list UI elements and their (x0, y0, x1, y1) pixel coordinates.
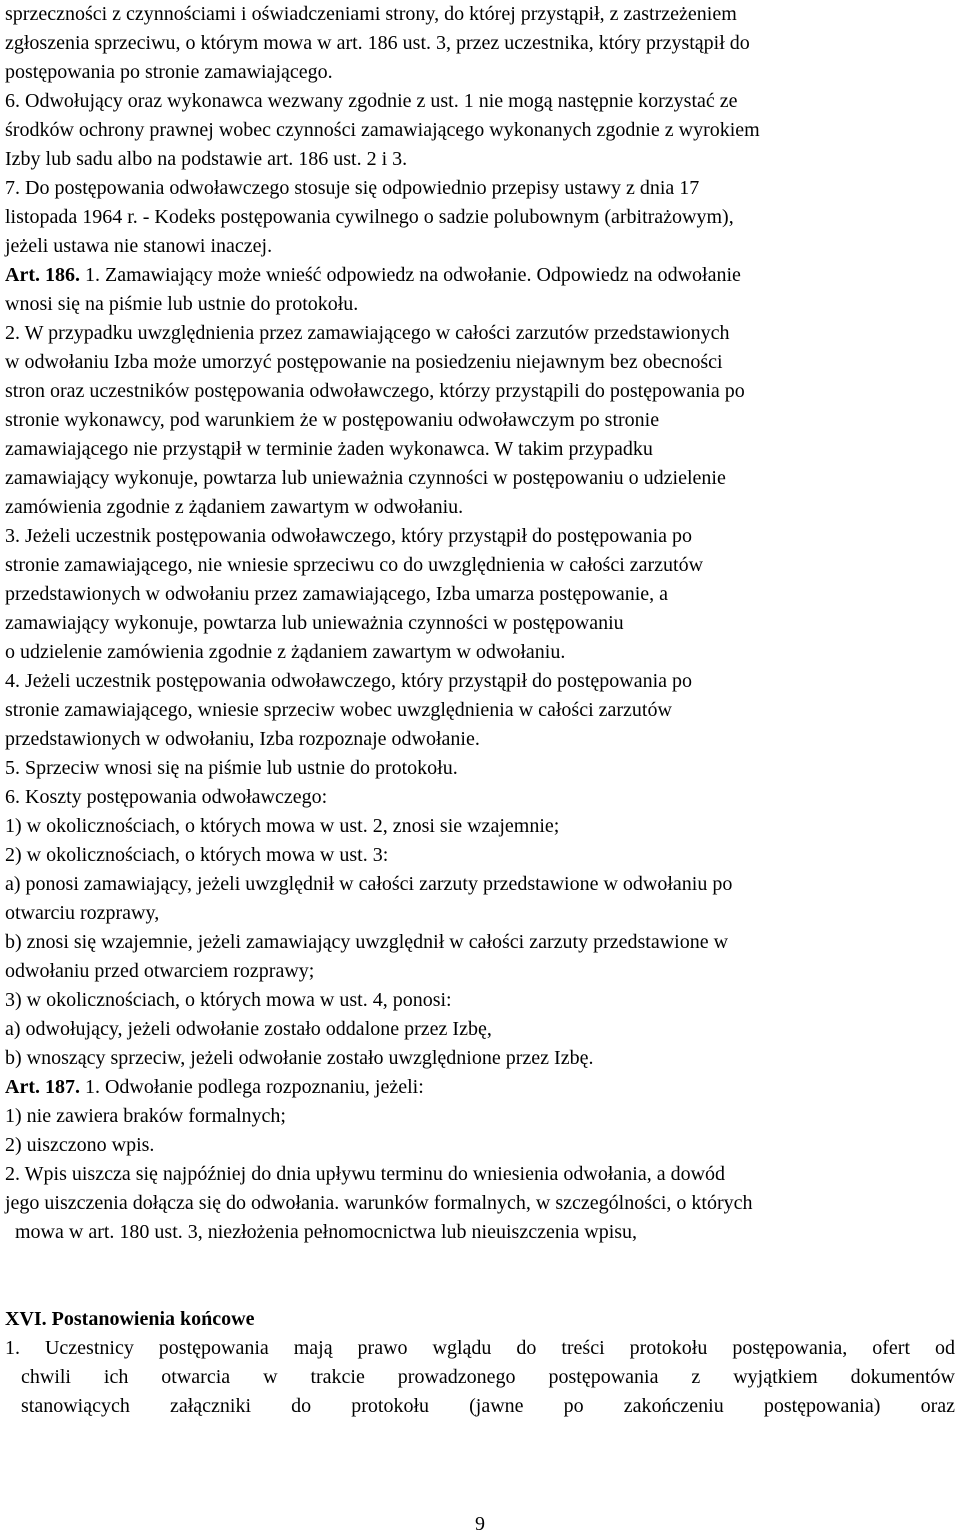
text-line: stronie wykonawcy, pod warunkiem że w postępowaniu odwoławczym po stronie (5, 409, 660, 431)
text-line: jeżeli ustawa nie stanowi inaczej. (5, 235, 273, 257)
text-line: chwili ich otwarcia w trakcie prowadzonego postępowania z wyjątkiem dokumentów (21, 1366, 955, 1388)
text-line: przedstawionych w odwołaniu, Izba rozpoznaje odwołanie. (5, 728, 480, 750)
text-line: w odwołaniu Izba może umorzyć postępowanie na posiedzeniu niejawnym bez obecności (5, 351, 723, 373)
text-line: 2. Wpis uiszcza się najpóźniej do dnia upływu terminu do wniesienia odwołania, a dowód (5, 1163, 726, 1185)
article-186-label: Art. 186. (5, 264, 80, 286)
text-line: 6. Koszty postępowania odwoławczego: (5, 786, 328, 808)
text-line: przedstawionych w odwołaniu przez zamawiającego, Izba umarza postępowanie, a (5, 583, 669, 605)
text-line: mowa w art. 180 ust. 3, niezłożenia pełnomocnictwa lub nieuiszczenia wpisu, (5, 1221, 638, 1243)
text-line: a) odwołujący, jeżeli odwołanie zostało oddalone przez Izbę, (5, 1018, 492, 1040)
text-line: środków ochrony prawnej wobec czynności zamawiającego wykonanych zgodnie z wyrokiem (5, 119, 760, 141)
text-line: b) wnoszący sprzeciw, jeżeli odwołanie zostało uwzględnione przez Izbę. (5, 1047, 594, 1069)
text-line: stanowiących załączniki do protokołu (jawne po zakończeniu postępowania) oraz (21, 1395, 955, 1417)
text-line: zamawiającego nie przystąpił w terminie żaden wykonawca. W takim przypadku (5, 438, 653, 460)
text-line: zamawiający wykonuje, powtarza lub unieważnia czynności w postępowaniu (5, 612, 624, 634)
text-line: sprzeczności z czynnościami i oświadczeniami strony, do której przystąpił, z zastrzeżeniem (5, 3, 737, 25)
text-line: stronie zamawiającego, nie wniesie sprzeciwu co do uwzględnienia w całości zarzutów (5, 554, 704, 576)
text-line: stronie zamawiającego, wniesie sprzeciw wobec uwzględnienia w całości zarzutów (5, 699, 672, 721)
text-line: odwołaniu przed otwarciem rozprawy; (5, 960, 315, 982)
text-line: stron oraz uczestników postępowania odwoławczego, którzy przystąpili do postępowania po (5, 380, 745, 402)
text-line: 1. Uczestnicy postępowania mają prawo wglądu do treści protokołu postępowania, ofert od (5, 1337, 955, 1359)
text-line: zamówienia zgodnie z żądaniem zawartym w odwołaniu. (5, 496, 464, 518)
text-line: zgłoszenia sprzeciwu, o którym mowa w art. 186 ust. 3, przez uczestnika, który przystąpił do (5, 32, 750, 54)
text-line: 1. Odwołanie podlega rozpoznaniu, jeżeli: (84, 1076, 424, 1098)
article-187-label: Art. 187. (5, 1076, 80, 1098)
text-line: 5. Sprzeciw wnosi się na piśmie lub ustnie do protokołu. (5, 757, 458, 779)
text-line: 4. Jeżeli uczestnik postępowania odwoławczego, który przystąpił do postępowania po (5, 670, 693, 692)
section-heading: XVI. Postanowienia końcowe (5, 1308, 255, 1330)
text-line: wnosi się na piśmie lub ustnie do protokołu. (5, 293, 359, 315)
text-line: zamawiający wykonuje, powtarza lub unieważnia czynności w postępowaniu o udzielenie (5, 467, 726, 489)
text-line: 2) uiszczono wpis. (5, 1134, 155, 1156)
text-line: 3) w okolicznościach, o których mowa w ust. 4, ponosi: (5, 989, 452, 1011)
text-line: Zamawiający może wnieść odpowiedz na odwołanie. Odpowiedz na odwołanie (104, 264, 741, 286)
text-line: 1) w okolicznościach, o których mowa w ust. 2, znosi sie wzajemnie; (5, 815, 560, 837)
article-186-line (5, 261, 955, 290)
text-line: 2. W przypadku uwzględnienia przez zamawiającego w całości zarzutów przedstawionych (5, 322, 730, 344)
text-line: listopada 1964 r. - Kodeks postępowania cywilnego o sadzie polubownym (arbitrażowym), (5, 206, 734, 228)
text-line: 1) nie zawiera braków formalnych; (5, 1105, 286, 1127)
text-line: b) znosi się wzajemnie, jeżeli zamawiający uwzględnił w całości zarzuty przedstawione w (5, 931, 729, 953)
text-line: a) ponosi zamawiający, jeżeli uwzględnił w całości zarzuty przedstawione w odwołaniu po (5, 873, 733, 895)
text-line: Izby lub sadu albo na podstawie art. 186 ust. 2 i 3. (5, 148, 408, 170)
text-line: 6. Odwołujący oraz wykonawca wezwany zgodnie z ust. 1 nie mogą następnie korzystać ze (5, 90, 738, 112)
text-line: postępowania po stronie zamawiającego. (5, 61, 333, 83)
text-line: o udzielenie zamówienia zgodnie z żądaniem zawartym w odwołaniu. (5, 641, 566, 663)
text-line: jego uiszczenia dołącza się do odwołania. warunków formalnych, w szczególności, o których (5, 1192, 753, 1214)
text-line: 7. Do postępowania odwoławczego stosuje się odpowiednio przepisy ustawy z dnia 17 (5, 177, 700, 199)
spacer (5, 1247, 955, 1305)
text-line: 2) w okolicznościach, o których mowa w ust. 3: (5, 844, 389, 866)
document-page (5, 0, 955, 1421)
article-187-line (5, 1073, 955, 1102)
text-line: 3. Jeżeli uczestnik postępowania odwoławczego, który przystąpił do postępowania po (5, 525, 693, 547)
text-line: otwarciu rozprawy, (5, 902, 160, 924)
page-number: 9 (475, 1513, 485, 1535)
article-186-number: 1. (84, 264, 100, 286)
